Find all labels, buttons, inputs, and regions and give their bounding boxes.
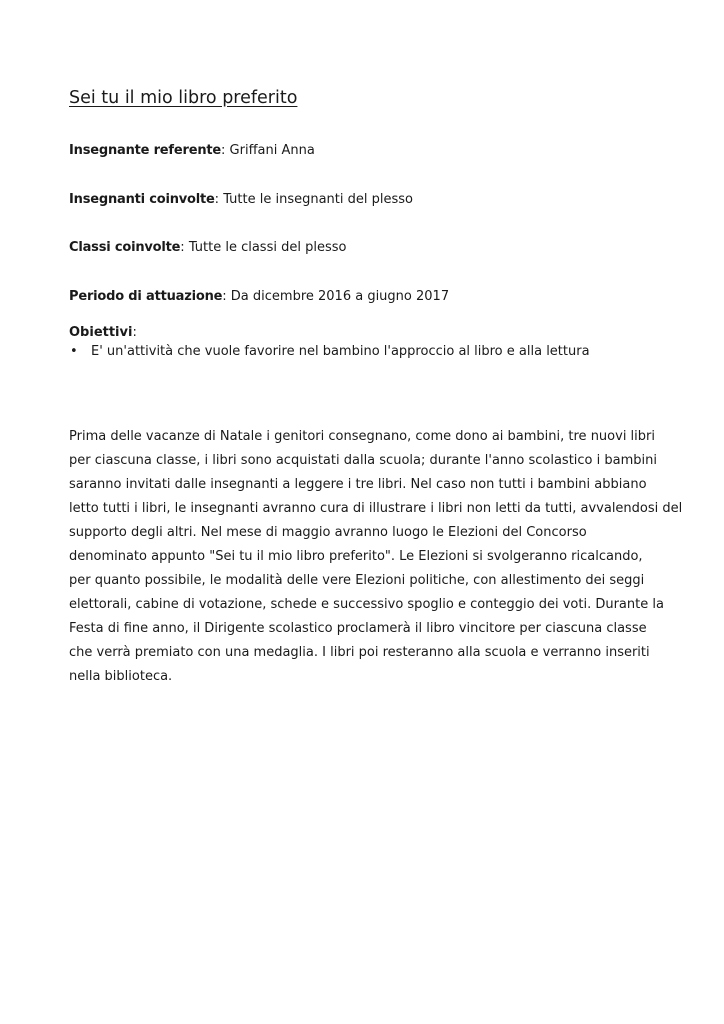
body-line: elettorali, cabine di votazione, schede e successivo spoglio e conteggio dei voti. Durante la bbox=[69, 597, 664, 612]
field-label: Insegnante referente bbox=[69, 143, 222, 158]
field-value: Griffani Anna bbox=[229, 143, 315, 158]
field-classi-coinvolte bbox=[69, 240, 346, 255]
field-value: Da dicembre 2016 a giugno 2017 bbox=[230, 289, 450, 304]
body-line: per ciascuna classe, i libri sono acquistati dalla scuola; durante l'anno scolastico i bambini bbox=[69, 453, 657, 468]
field-separator: : bbox=[222, 289, 227, 304]
body-paragraph bbox=[69, 425, 683, 689]
document-title: Sei tu il mio libro preferito bbox=[69, 88, 298, 108]
objectives-heading bbox=[69, 325, 137, 340]
body-line: Festa di fine anno, il Dirigente scolastico proclamerà il libro vincitore per ciascuna classe bbox=[69, 621, 647, 636]
objectives-label: Obiettivi bbox=[69, 325, 133, 340]
field-separator: : bbox=[180, 240, 185, 255]
body-line: che verrà premiato con una medaglia. I libri poi resteranno alla scuola e verranno inseriti bbox=[69, 645, 650, 660]
field-periodo-di-attuazione bbox=[69, 289, 449, 304]
objectives-separator: : bbox=[132, 325, 137, 340]
field-value: Tutte le classi del plesso bbox=[188, 240, 347, 255]
field-separator: : bbox=[221, 143, 226, 158]
body-line: Prima delle vacanze di Natale i genitori consegnano, come dono ai bambini, tre nuovi libri bbox=[69, 429, 655, 444]
body-line: letto tutti i libri, le insegnanti avranno cura di illustrare i libri non letti da tutti, avvalendosi del bbox=[69, 501, 683, 516]
body-line: denominato appunto "Sei tu il mio libro preferito". Le Elezioni si svolgeranno ricalcando, bbox=[69, 549, 643, 564]
body-line: per quanto possibile, le modalità delle vere Elezioni politiche, con allestimento dei seggi bbox=[69, 573, 645, 588]
field-label: Periodo di attuazione bbox=[69, 289, 223, 304]
objective-text: E' un'attività che vuole favorire nel bambino l'approccio al libro e alla lettura bbox=[91, 344, 590, 359]
field-label: Classi coinvolte bbox=[69, 240, 181, 255]
field-separator: : bbox=[214, 192, 220, 207]
body-line: nella biblioteca. bbox=[69, 669, 173, 684]
field-insegnanti-coinvolte bbox=[69, 192, 413, 207]
objectives-list bbox=[69, 344, 590, 359]
body-line: saranno invitati dalle insegnanti a leggere i tre libri. Nel caso non tutti i bambini abbiano bbox=[69, 477, 647, 492]
field-label: Insegnanti coinvolte bbox=[69, 192, 215, 207]
field-value: Tutte le insegnanti del plesso bbox=[223, 192, 413, 207]
list-item bbox=[69, 344, 590, 359]
bullet-icon: • bbox=[70, 344, 78, 359]
field-insegnante-referente bbox=[69, 143, 315, 158]
body-line: supporto degli altri. Nel mese di maggio avranno luogo le Elezioni del Concorso bbox=[69, 525, 587, 540]
